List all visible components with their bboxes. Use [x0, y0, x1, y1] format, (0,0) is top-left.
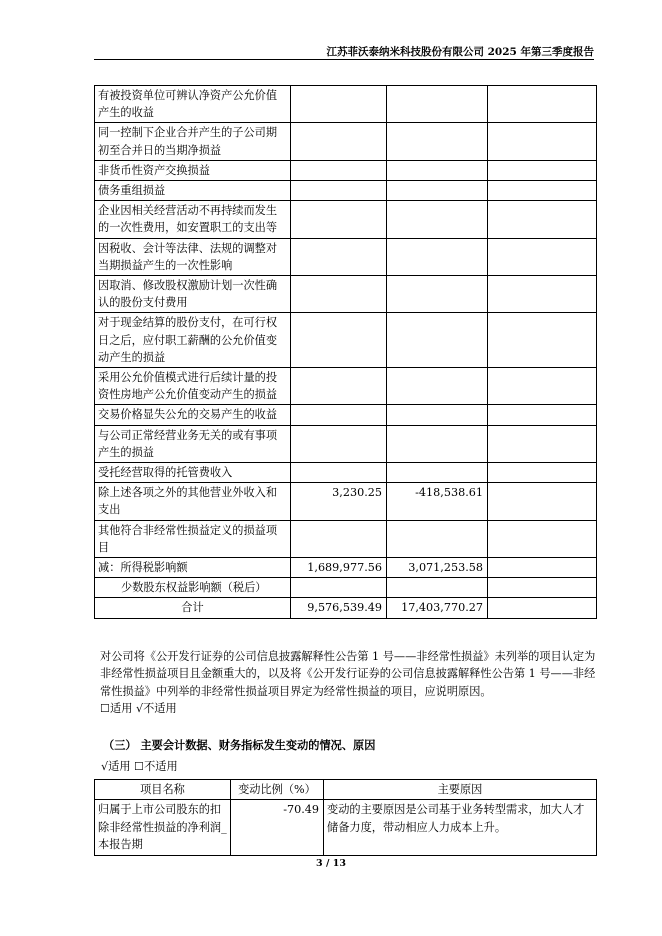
note-cell [488, 368, 597, 405]
value-cell [291, 578, 387, 598]
total-label: 合计 [95, 598, 291, 618]
table-row [95, 276, 597, 313]
value-cell: 1,689,977.56 [291, 558, 387, 578]
item-name: 交易价格显失公允的交易产生的收益 [95, 405, 291, 425]
value-cell [387, 123, 488, 160]
table-row [95, 483, 597, 520]
table-row [95, 463, 597, 483]
column-header: 主要原因 [324, 780, 597, 800]
value-cell [291, 181, 387, 201]
value-cell [291, 160, 387, 180]
item-name: 减：所得税影响额 [95, 558, 291, 578]
item-name: 非货币性资产交换损益 [95, 160, 291, 180]
change-ratio: -70.49 [231, 800, 324, 855]
value-cell [291, 123, 387, 160]
table-row [95, 558, 597, 578]
value-cell [387, 520, 488, 557]
report-header-title: 江苏菲沃泰纳米科技股份有限公司 2025 年第三季度报告 [326, 46, 594, 58]
item-name: 采用公允价值模式进行后续计量的投资性房地产公允价值变动产生的损益 [95, 368, 291, 405]
value-cell [387, 276, 488, 313]
non-recurring-items-table [94, 85, 597, 619]
note-cell [488, 483, 597, 520]
note-cell [488, 463, 597, 483]
table-row [95, 201, 597, 238]
note-applicable: ☐适用 √不适用 [100, 702, 177, 716]
note-cell [488, 123, 597, 160]
value-cell [387, 86, 488, 123]
note-paragraph [100, 648, 596, 718]
table-row [95, 800, 597, 855]
table-header-row [95, 780, 597, 800]
item-name: 有被投资单位可辨认净资产公允价值产生的收益 [95, 86, 291, 123]
note-cell [488, 520, 597, 557]
value-cell [387, 313, 488, 368]
value-cell [387, 160, 488, 180]
page-number: 3 / 13 [316, 858, 346, 869]
note-cell [488, 86, 597, 123]
value-cell [387, 578, 488, 598]
value-cell: 3,071,253.58 [387, 558, 488, 578]
item-name: 同一控制下企业合并产生的子公司期初至合并日的当期净损益 [95, 123, 291, 160]
table-row-total [95, 598, 597, 618]
value-cell [387, 201, 488, 238]
value-cell [387, 238, 488, 275]
table-row [95, 86, 597, 123]
table-row [95, 123, 597, 160]
item-name: 其他符合非经常性损益定义的损益项目 [95, 520, 291, 557]
note-cell [488, 425, 597, 462]
note-cell [488, 598, 597, 618]
table-row [95, 313, 597, 368]
value-cell: 3,230.25 [291, 483, 387, 520]
value-cell [387, 405, 488, 425]
value-cell: 9,576,539.49 [291, 598, 387, 618]
item-name: 因取消、修改股权激励计划一次性确认的股份支付费用 [95, 276, 291, 313]
table-row [95, 405, 597, 425]
note-cell [488, 160, 597, 180]
change-reason-table [94, 779, 597, 856]
note-cell [488, 313, 597, 368]
item-name: 与公司正常经营业务无关的或有事项产生的损益 [95, 425, 291, 462]
item-name: 除上述各项之外的其他营业外收入和支出 [95, 483, 291, 520]
value-cell: 17,403,770.27 [387, 598, 488, 618]
header-rule [94, 59, 594, 60]
item-name: 对于现金结算的股份支付，在可行权日之后，应付职工薪酬的公允价值变动产生的损益 [95, 313, 291, 368]
item-name: 因税收、会计等法律、法规的调整对当期损益产生的一次性影响 [95, 238, 291, 275]
value-cell [291, 238, 387, 275]
note-cell [488, 276, 597, 313]
value-cell [387, 181, 488, 201]
table-row [95, 238, 597, 275]
note-cell [488, 181, 597, 201]
section-applicable: √适用 ☐不适用 [101, 760, 178, 773]
value-cell: -418,538.61 [387, 483, 488, 520]
note-cell [488, 578, 597, 598]
item-name: 企业因相关经营活动不再持续而发生的一次性费用，如安置职工的支出等 [95, 201, 291, 238]
item-name: 少数股东权益影响额（税后） [95, 578, 291, 598]
value-cell [291, 520, 387, 557]
item-name: 受托经营取得的托管费收入 [95, 463, 291, 483]
value-cell [291, 425, 387, 462]
value-cell [291, 201, 387, 238]
table-row [95, 578, 597, 598]
value-cell [291, 405, 387, 425]
table-row [95, 425, 597, 462]
note-text: 对公司将《公开发行证券的公司信息披露解释性公告第 1 号——非经常性损益》未列举的项目认定为非经常性损益项目且金额重大的，以及将《公开发行证券的公司信息披露解释性公告第 1 号——非经常性损益》中列举的非经常性损益项目界定为经常性损益的项目，应说明原因。 [100, 650, 596, 698]
value-cell [291, 86, 387, 123]
change-reason: 变动的主要原因是公司基于业务转型需求，加大人才储备力度，带动相应人力成本上升。 [324, 800, 597, 855]
value-cell [291, 313, 387, 368]
value-cell [291, 463, 387, 483]
item-name: 归属于上市公司股东的扣除非经常性损益的净利润_本报告期 [95, 800, 231, 855]
table-row [95, 160, 597, 180]
note-cell [488, 201, 597, 238]
value-cell [291, 276, 387, 313]
item-name: 债务重组损益 [95, 181, 291, 201]
value-cell [387, 368, 488, 405]
table-row [95, 181, 597, 201]
section-title: （三） 主要会计数据、财务指标发生变动的情况、原因 [103, 738, 376, 752]
column-header: 变动比例（%） [231, 780, 324, 800]
note-cell [488, 238, 597, 275]
table-row [95, 368, 597, 405]
value-cell [387, 463, 488, 483]
value-cell [291, 368, 387, 405]
note-cell [488, 558, 597, 578]
value-cell [387, 425, 488, 462]
column-header: 项目名称 [95, 780, 231, 800]
note-cell [488, 405, 597, 425]
table-row [95, 520, 597, 557]
